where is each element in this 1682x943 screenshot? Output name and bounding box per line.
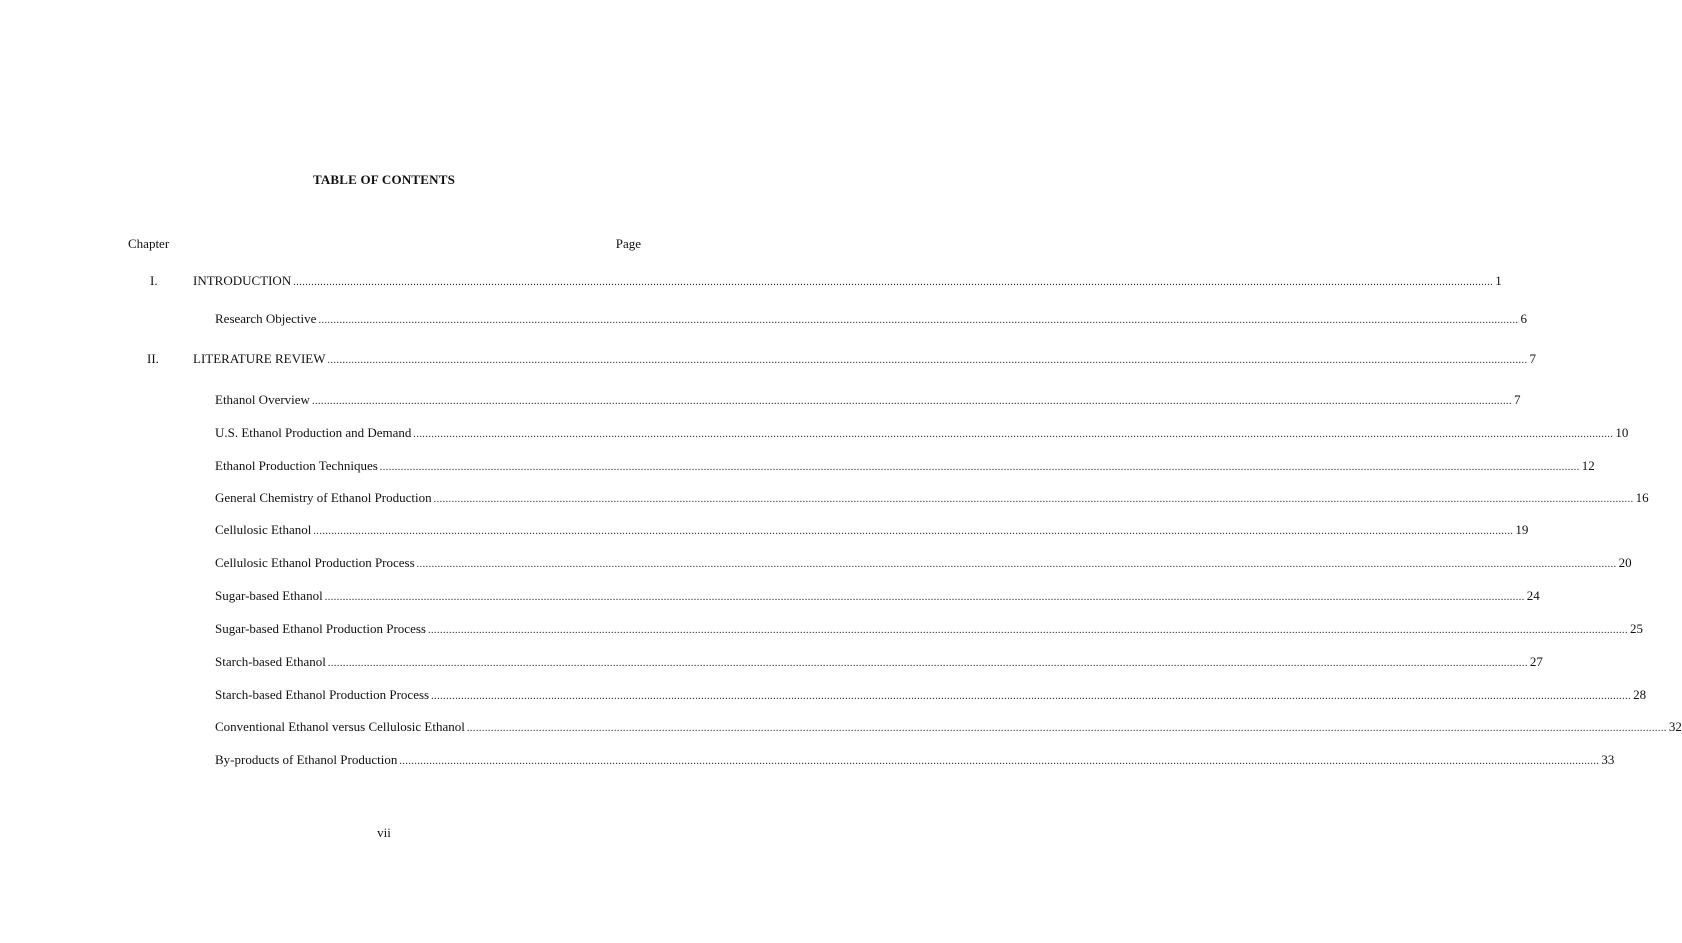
toc-entry-label: Ethanol Overview bbox=[215, 392, 310, 407]
toc-entry-introduction[interactable] bbox=[193, 272, 1502, 290]
toc-entry-page: 20 bbox=[1618, 555, 1632, 570]
dot-leader: ................................................................................................................................................................................................................................................................................................................................................................................................................ bbox=[466, 723, 1667, 734]
toc-entry-page: 12 bbox=[1581, 458, 1595, 473]
toc-entry-page: 7 bbox=[1513, 392, 1521, 407]
toc-entry-page: 7 bbox=[1529, 351, 1537, 366]
toc-entry-label: Cellulosic Ethanol Production Process bbox=[215, 555, 415, 570]
toc-entry-label: Conventional Ethanol versus Cellulosic Ethanol bbox=[215, 719, 465, 734]
toc-entry-general-chemistry[interactable] bbox=[215, 489, 1649, 507]
toc-entry-ethanol-overview[interactable] bbox=[215, 391, 1521, 409]
toc-title: TABLE OF CONTENTS bbox=[312, 172, 456, 187]
dot-leader: ................................................................................................................................................................................................................................................................................................................................................................................................................ bbox=[318, 315, 1519, 326]
chapter-column-header: Chapter bbox=[128, 236, 170, 251]
toc-entry-literature-review[interactable] bbox=[193, 350, 1537, 368]
dot-leader: ................................................................................................................................................................................................................................................................................................................................................................................................................ bbox=[293, 277, 1494, 288]
toc-entry-sugar-based-process[interactable] bbox=[215, 620, 1643, 638]
dot-leader: ................................................................................................................................................................................................................................................................................................................................................................................................................ bbox=[327, 355, 1528, 366]
chapter-numeral: II. bbox=[147, 351, 159, 366]
toc-entry-sugar-based-ethanol[interactable] bbox=[215, 587, 1540, 605]
toc-entry-starch-based-ethanol[interactable] bbox=[215, 653, 1543, 671]
toc-entry-label: By-products of Ethanol Production bbox=[215, 752, 398, 767]
dot-leader: ................................................................................................................................................................................................................................................................................................................................................................................................................ bbox=[433, 494, 1634, 505]
toc-entry-label: Sugar-based Ethanol Production Process bbox=[215, 621, 426, 636]
toc-entry-label: Cellulosic Ethanol bbox=[215, 522, 312, 537]
toc-entry-page: 24 bbox=[1526, 588, 1540, 603]
toc-entry-page: 6 bbox=[1520, 311, 1527, 326]
dot-leader: ................................................................................................................................................................................................................................................................................................................................................................................................................ bbox=[427, 625, 1628, 636]
toc-entry-production-techniques[interactable] bbox=[215, 457, 1595, 475]
toc-entry-page: 27 bbox=[1529, 654, 1543, 669]
toc-entry-label: Ethanol Production Techniques bbox=[215, 458, 378, 473]
dot-leader: ................................................................................................................................................................................................................................................................................................................................................................................................................ bbox=[311, 396, 1512, 407]
page-number: vii bbox=[377, 825, 391, 840]
toc-entry-label: General Chemistry of Ethanol Production bbox=[215, 490, 432, 505]
dot-leader: ................................................................................................................................................................................................................................................................................................................................................................................................................ bbox=[313, 526, 1514, 537]
toc-entry-research-objective[interactable] bbox=[215, 310, 1527, 328]
dot-leader: ................................................................................................................................................................................................................................................................................................................................................................................................................ bbox=[379, 462, 1580, 473]
dot-leader: ................................................................................................................................................................................................................................................................................................................................................................................................................ bbox=[431, 691, 1632, 702]
page-column-header: Page bbox=[615, 236, 641, 251]
toc-entry-label: Sugar-based Ethanol bbox=[215, 588, 323, 603]
toc-entry-by-products[interactable] bbox=[215, 751, 1615, 769]
toc-entry-label: Starch-based Ethanol bbox=[215, 654, 326, 669]
toc-entry-page: 25 bbox=[1629, 621, 1643, 636]
toc-entry-label: INTRODUCTION bbox=[193, 273, 292, 288]
toc-entry-page: 16 bbox=[1635, 490, 1649, 505]
toc-entry-label: LITERATURE REVIEW bbox=[193, 351, 326, 366]
toc-entry-conventional-vs-cellulosic[interactable] bbox=[215, 718, 1682, 736]
toc-entry-page: 32 bbox=[1668, 719, 1682, 734]
dot-leader: ................................................................................................................................................................................................................................................................................................................................................................................................................ bbox=[327, 658, 1528, 669]
toc-entry-label: U.S. Ethanol Production and Demand bbox=[215, 425, 412, 440]
dot-leader: ................................................................................................................................................................................................................................................................................................................................................................................................................ bbox=[413, 429, 1614, 440]
toc-entry-starch-based-process[interactable] bbox=[215, 686, 1647, 704]
toc-entry-page: 33 bbox=[1601, 752, 1615, 767]
dot-leader: ................................................................................................................................................................................................................................................................................................................................................................................................................ bbox=[399, 756, 1600, 767]
toc-entry-label: Starch-based Ethanol Production Process bbox=[215, 687, 430, 702]
toc-entry-page: 1 bbox=[1495, 273, 1502, 288]
toc-entry-page: 28 bbox=[1633, 687, 1647, 702]
dot-leader: ................................................................................................................................................................................................................................................................................................................................................................................................................ bbox=[324, 592, 1525, 603]
dot-leader: ................................................................................................................................................................................................................................................................................................................................................................................................................ bbox=[416, 559, 1617, 570]
toc-entry-cellulosic-process[interactable] bbox=[215, 554, 1632, 572]
toc-entry-label: Research Objective bbox=[215, 311, 317, 326]
toc-entry-page: 10 bbox=[1615, 425, 1629, 440]
toc-entry-us-ethanol-production[interactable] bbox=[215, 424, 1629, 442]
toc-entry-cellulosic-ethanol[interactable] bbox=[215, 521, 1529, 539]
chapter-numeral: I. bbox=[150, 273, 158, 288]
toc-entry-page: 19 bbox=[1515, 522, 1529, 537]
